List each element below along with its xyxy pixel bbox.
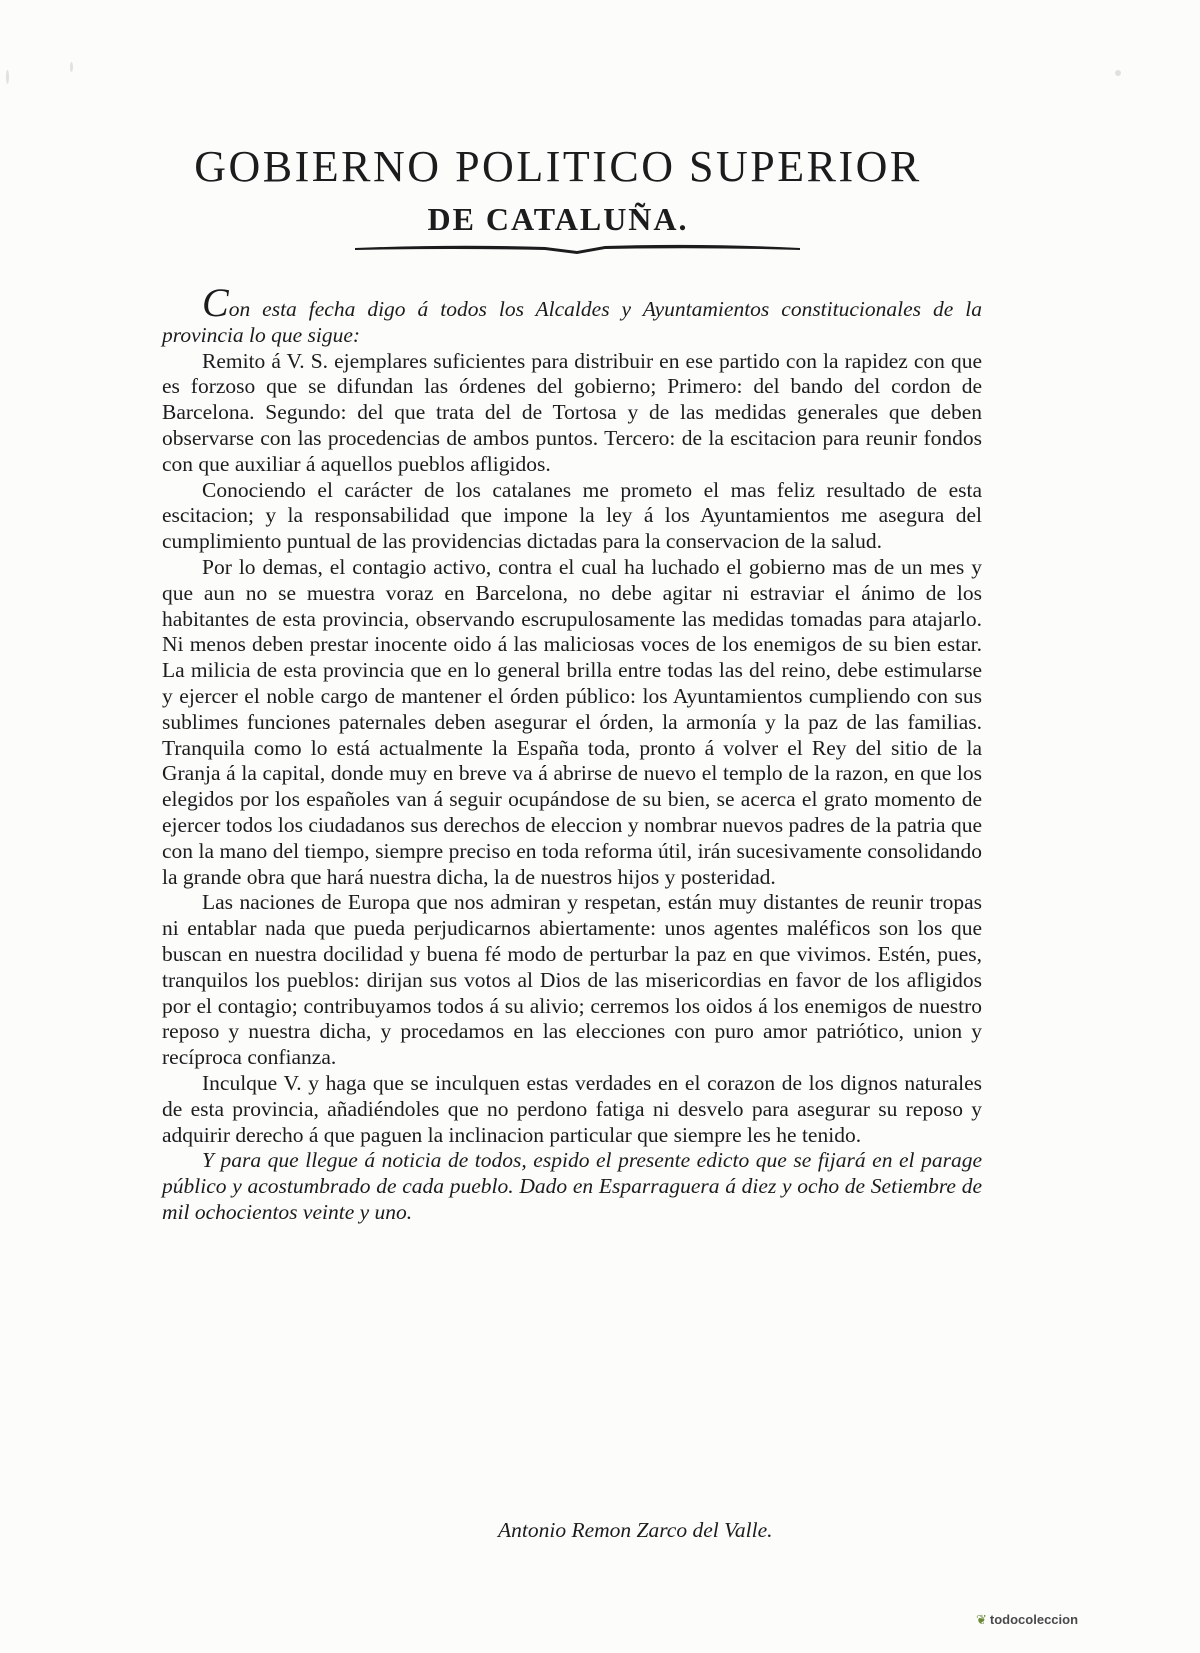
edict-paragraph: Remito á V. S. ejemplares suficientes para distribuir en ese partido con la rapidez con que es forzoso que se difundan las órdenes del gobierno; Primero: del bando del cordon de Barcelona. Segundo: del que trata del de Tortosa y de las medidas generales que deben observarse con las procedencias de ambos puntos. Tercero: de la escitacion para reunir fondos con que auxiliar á aquellos pueblos afligidos. — [162, 348, 982, 476]
ornamental-divider — [355, 242, 800, 256]
edict-paragraph: Inculque V. y haga que se inculquen estas verdades en el corazon de los dignos naturales de esta provincia, añadiéndoles que no perdono fatiga ni desvelo para asegurar su reposo y adquirir derecho á que paguen la inclinacion particular que siempre les he tenido. — [162, 1070, 982, 1147]
paper-mark — [1115, 70, 1121, 76]
paper-mark — [6, 70, 9, 84]
edict-body — [162, 280, 982, 1226]
watermark — [976, 1612, 1200, 1628]
edict-closing: Y para que llegue á noticia de todos, espido el presente edicto que se fijará en el parage público y acostumbrado de cada pueblo. Dado en Esparraguera á diez y ocho de Setiembre de mil ochocientos veinte y uno. — [162, 1148, 982, 1224]
paper-mark — [70, 62, 73, 72]
leaf-icon: ❦ — [976, 1612, 987, 1627]
intro-text: on esta fecha digo á todos los Alcaldes y Ayuntamientos constitucionales de la provincia lo que sigue: — [162, 297, 982, 347]
document-title: GOBIERNO POLITICO SUPERIOR — [194, 142, 922, 192]
signature: Antonio Remon Zarco del Valle. — [498, 1518, 773, 1542]
edict-paragraph: Conociendo el carácter de los catalanes me prometo el mas feliz resultado de esta escitacion; y la responsabilidad que impone la ley á los Ayuntamientos me asegura del cumplimiento puntual de las providencias dictadas para la conservacion de la salud. — [162, 477, 982, 554]
watermark-text: todocoleccion — [989, 1612, 1079, 1627]
document-subtitle: DE CATALUÑA. — [427, 200, 689, 237]
edict-paragraph: Por lo demas, el contagio activo, contra el cual ha luchado el gobierno mas de un mes y que aun no se muestra voraz en Barcelona, no debe agitar ni estraviar el ánimo de los habitantes de esta provincia, observando escrupulosamente las medidas tomadas para atajarlo. Ni menos deben prestar inocente oido á las maliciosas voces de los enemigos de su bien estar. La milicia de esta provincia que en lo general brilla entre todas las del reino, debe estimularse y ejercer el noble cargo de mantener el órden público: los Ayuntamientos cumpliendo con sus sublimes funciones paternales deben asegurar el órden, la armonía y la paz de las familias. Tranquila como lo está actualmente la España toda, pronto á volver el Rey del sitio de la Granja á la capital, donde muy en breve va á abrirse de nuevo el templo de la razon, en que los elegidos por los españoles van á seguir ocupándose de su bien, se acerca el grato momento de ejercer todos los ciudadanos sus derechos de eleccion y nombrar nuevos padres de la patria que con la mano del tiempo, siempre preciso en toda reforma útil, irán sucesivamente consolidando la grande obra que hará nuestra dicha, la de nuestros hijos y posteridad. — [162, 554, 982, 889]
edict-intro — [162, 280, 982, 349]
edict-paragraph: Las naciones de Europa que nos admiran y respetan, están muy distantes de reunir tropas ni entablar nada que pueda perjudicarnos abiertamente: unos agentes maléficos son los que buscan en nuestra docilidad y buena fé modo de perturbar la paz en que vivimos. Estén, pues, tranquilos los pueblos: dirijan sus votos al Dios de las misericordias en favor de los afligidos por el contagio; contribuyamos todos á su alivio; cerremos los oidos á los enemigos de nuestro reposo y nuestra dicha, y procedamos en las elecciones con puro amor patriótico, union y recíproca confianza. — [162, 890, 982, 1070]
drop-cap: C — [202, 280, 229, 325]
